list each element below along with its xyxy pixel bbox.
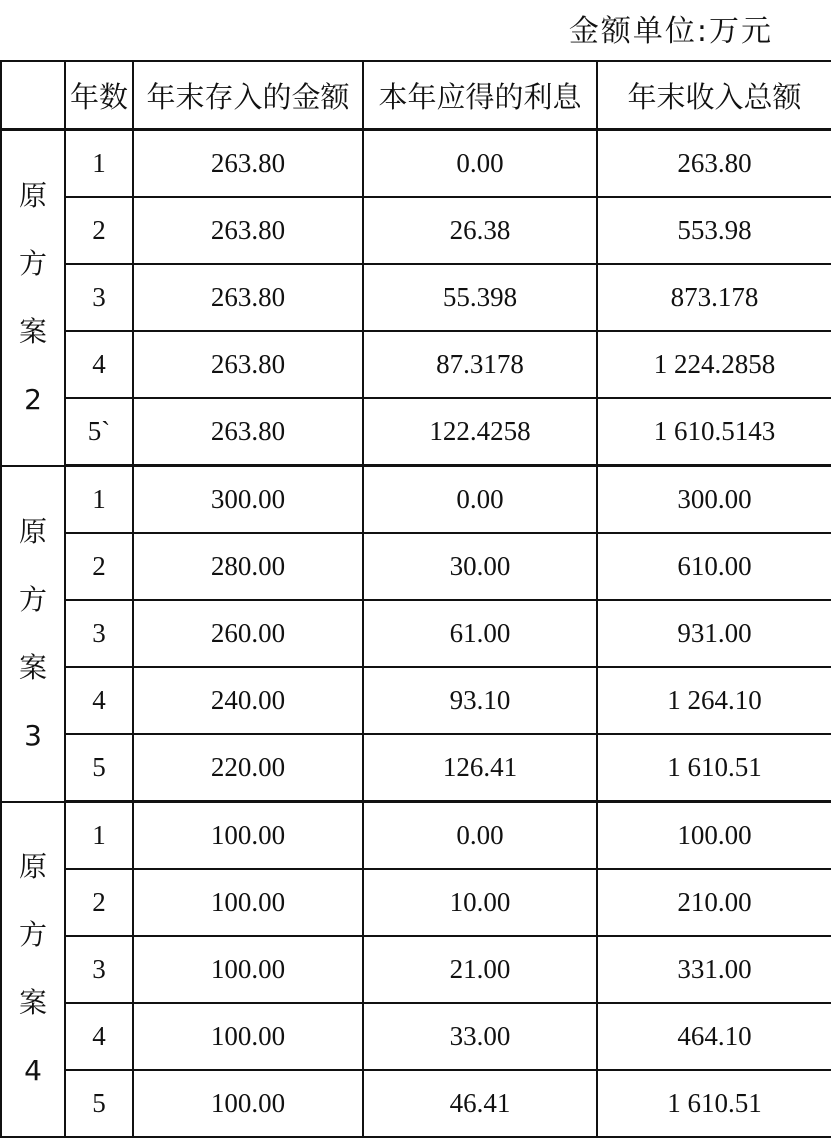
cell-year: 1 <box>65 466 133 534</box>
cell-total: 1 610.5143 <box>597 398 831 466</box>
cell-deposit: 263.80 <box>133 197 363 264</box>
table-row <box>1 533 831 600</box>
cell-year: 5 <box>65 1070 133 1137</box>
table-row <box>1 734 831 802</box>
cell-total: 331.00 <box>597 936 831 1003</box>
table-row <box>1 802 831 870</box>
cell-year: 1 <box>65 802 133 870</box>
cell-total: 1 264.10 <box>597 667 831 734</box>
cell-interest: 0.00 <box>363 130 597 198</box>
cell-interest: 21.00 <box>363 936 597 1003</box>
cell-year: 5` <box>65 398 133 466</box>
group-label-char: 3 <box>24 718 42 752</box>
cell-interest: 126.41 <box>363 734 597 802</box>
cell-year: 1 <box>65 130 133 198</box>
header-group <box>1 61 65 130</box>
cell-year: 2 <box>65 869 133 936</box>
cell-total: 263.80 <box>597 130 831 198</box>
cell-deposit: 100.00 <box>133 802 363 870</box>
cell-year: 3 <box>65 936 133 1003</box>
cell-deposit: 100.00 <box>133 936 363 1003</box>
cell-total: 464.10 <box>597 1003 831 1070</box>
cell-total: 100.00 <box>597 802 831 870</box>
cell-interest: 93.10 <box>363 667 597 734</box>
cell-year: 2 <box>65 197 133 264</box>
cell-interest: 87.3178 <box>363 331 597 398</box>
data-table <box>0 60 831 1138</box>
cell-deposit: 220.00 <box>133 734 363 802</box>
group-label-char: 4 <box>24 1054 42 1088</box>
cell-deposit: 240.00 <box>133 667 363 734</box>
table-row <box>1 600 831 667</box>
group-label-char: 原 <box>18 514 47 548</box>
table-row <box>1 869 831 936</box>
group-label <box>1 130 65 466</box>
header-year: 年数 <box>65 61 133 130</box>
cell-deposit: 100.00 <box>133 869 363 936</box>
cell-interest: 10.00 <box>363 869 597 936</box>
header-interest: 本年应得的利息 <box>363 61 597 130</box>
cell-total: 1 610.51 <box>597 734 831 802</box>
cell-deposit: 263.80 <box>133 264 363 331</box>
unit-note: 金额单位:万元 <box>568 14 773 49</box>
cell-deposit: 263.80 <box>133 331 363 398</box>
cell-deposit: 100.00 <box>133 1070 363 1137</box>
table-row <box>1 1003 831 1070</box>
cell-deposit: 263.80 <box>133 398 363 466</box>
group-label <box>1 466 65 802</box>
group-label-char: 方 <box>18 918 47 952</box>
group-label-char: 方 <box>18 582 47 616</box>
cell-total: 210.00 <box>597 869 831 936</box>
cell-total: 1 610.51 <box>597 1070 831 1137</box>
cell-interest: 33.00 <box>363 1003 597 1070</box>
cell-year: 4 <box>65 667 133 734</box>
table-row <box>1 264 831 331</box>
cell-interest: 46.41 <box>363 1070 597 1137</box>
cell-year: 4 <box>65 331 133 398</box>
group-label-char: 案 <box>18 986 47 1020</box>
cell-deposit: 100.00 <box>133 1003 363 1070</box>
cell-total: 553.98 <box>597 197 831 264</box>
cell-interest: 30.00 <box>363 533 597 600</box>
cell-year: 3 <box>65 264 133 331</box>
group-label-char: 案 <box>18 650 47 684</box>
cell-interest: 122.4258 <box>363 398 597 466</box>
group-label-char: 方 <box>18 246 47 280</box>
table-row <box>1 1070 831 1137</box>
cell-deposit: 300.00 <box>133 466 363 534</box>
table-row <box>1 130 831 198</box>
cell-total: 1 224.2858 <box>597 331 831 398</box>
table-row <box>1 667 831 734</box>
table-row <box>1 398 831 466</box>
cell-interest: 0.00 <box>363 802 597 870</box>
cell-interest: 61.00 <box>363 600 597 667</box>
cell-total: 300.00 <box>597 466 831 534</box>
group-label-char: 2 <box>24 382 42 416</box>
cell-interest: 55.398 <box>363 264 597 331</box>
cell-interest: 26.38 <box>363 197 597 264</box>
table-row <box>1 331 831 398</box>
cell-deposit: 260.00 <box>133 600 363 667</box>
header-total: 年末收入总额 <box>597 61 831 130</box>
cell-year: 4 <box>65 1003 133 1070</box>
cell-total: 931.00 <box>597 600 831 667</box>
cell-total: 873.178 <box>597 264 831 331</box>
cell-total: 610.00 <box>597 533 831 600</box>
table-row <box>1 466 831 534</box>
cell-year: 3 <box>65 600 133 667</box>
cell-year: 5 <box>65 734 133 802</box>
header-deposit: 年末存入的金额 <box>133 61 363 130</box>
cell-year: 2 <box>65 533 133 600</box>
cell-deposit: 280.00 <box>133 533 363 600</box>
group-label-char: 案 <box>18 314 47 348</box>
header-row <box>1 61 831 130</box>
table-row <box>1 936 831 1003</box>
table-body <box>1 130 831 1138</box>
group-label-char: 原 <box>18 850 47 884</box>
table-row <box>1 197 831 264</box>
group-label <box>1 802 65 1138</box>
group-label-char: 原 <box>18 178 47 212</box>
cell-deposit: 263.80 <box>133 130 363 198</box>
cell-interest: 0.00 <box>363 466 597 534</box>
